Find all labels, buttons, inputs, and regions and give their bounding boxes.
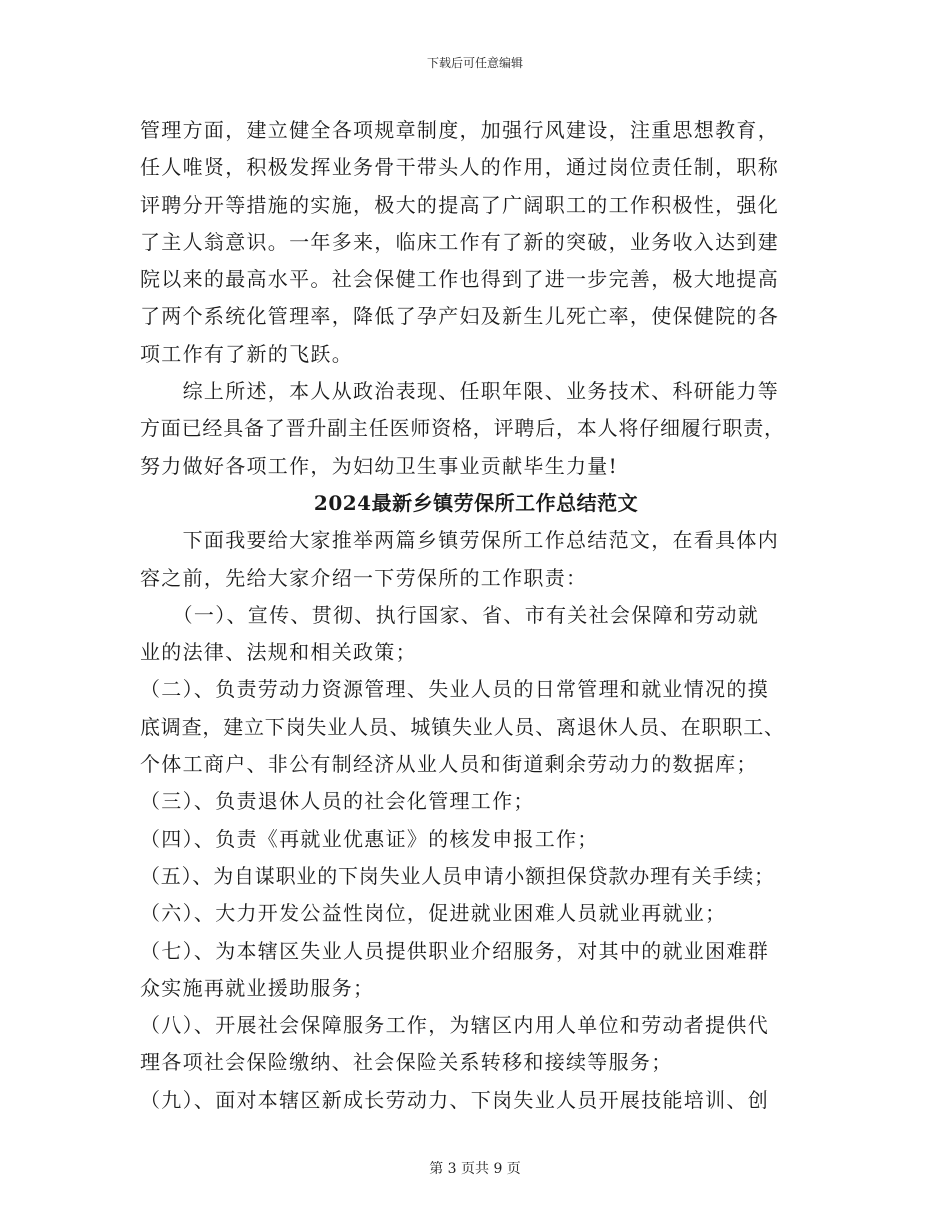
paragraph-line: （三）、负责退休人员的社会化管理工作；: [140, 789, 535, 814]
paragraph-line: （七）、为本辖区失业人员提供职业介绍服务，对其中的就业困难群: [140, 938, 769, 963]
paragraph-line: 努力做好各项工作，为妇幼卫生事业贡献毕生力量!: [140, 453, 618, 478]
paragraph-line: 院以来的最高水平。社会保健工作也得到了进一步完善，极大地提高: [140, 267, 779, 292]
paragraph-line: 管理方面，建立健全各项规章制度，加强行风建设，注重思想教育，: [140, 118, 779, 142]
paragraph-line: 业的法律、法规和相关政策；: [140, 640, 417, 665]
paragraph-line: （二）、负责劳动力资源管理、失业人员的日常管理和就业情况的摸: [140, 677, 769, 702]
paragraph-line: （六）、大力开发公益性岗位，促进就业困难人员就业再就业；: [140, 901, 727, 926]
section-title: 2024最新乡镇劳保所工作总结范文: [313, 490, 639, 515]
paragraph-line: 底调查，建立下岗失业人员、城镇失业人员、离退休人员、在职职工、: [140, 714, 785, 739]
paragraph-line: （五）、为自谋职业的下岗失业人员申请小额担保贷款办理有关手续；: [140, 863, 775, 888]
paragraph-line: 评聘分开等措施的实施，极大的提高了广阔职工的工作积极性，强化: [140, 192, 779, 217]
paragraph-line: 容之前，先给大家介绍一下劳保所的工作职责：: [140, 565, 588, 590]
paragraph-line: 了主人翁意识。一年多来，临床工作有了新的突破，业务收入达到建: [140, 229, 779, 254]
paragraph-line: 下面我要给大家推举两篇乡镇劳保所工作总结范文，在看具体内: [140, 528, 779, 553]
paragraph-line: 任人唯贤，积极发挥业务骨干带头人的作用，通过岗位责任制，职称: [140, 155, 779, 180]
paragraph-line: 项工作有了新的飞跃。: [140, 341, 353, 366]
paragraph-line: （四）、负责《再就业优惠证》的核发申报工作；: [140, 826, 599, 851]
paragraph-line: （九）、面对本辖区新成长劳动力、下岗失业人员开展技能培训、创: [140, 1087, 769, 1112]
paragraph-line: 理各项社会保险缴纳、社会保险关系转移和接续等服务；: [140, 1050, 673, 1075]
paragraph-line: （一）、宣传、贯彻、执行国家、省、市有关社会保障和劳动就: [140, 602, 759, 627]
paragraph-line: 综上所述，本人从政治表现、任职年限、业务技术、科研能力等: [140, 379, 779, 404]
page-header: 下载后可任意编辑: [426, 56, 523, 70]
paragraph-line: 方面已经具备了晋升副主任医师资格，评聘后，本人将仔细履行职责，: [140, 416, 785, 441]
paragraph-line: 众实施再就业援助服务；: [140, 975, 375, 1000]
paragraph-line: （八）、开展社会保障服务工作，为辖区内用人单位和劳动者提供代: [140, 1013, 769, 1038]
paragraph-line: 了两个系统化管理率，降低了孕产妇及新生儿死亡率，使保健院的各: [140, 304, 779, 329]
page-footer: 第 3 页共 9 页: [429, 1161, 521, 1177]
document-body: [140, 112, 812, 1119]
paragraph-line: 个体工商户、非公有制经济从业人员和街道剩余劳动力的数据库；: [140, 752, 758, 777]
